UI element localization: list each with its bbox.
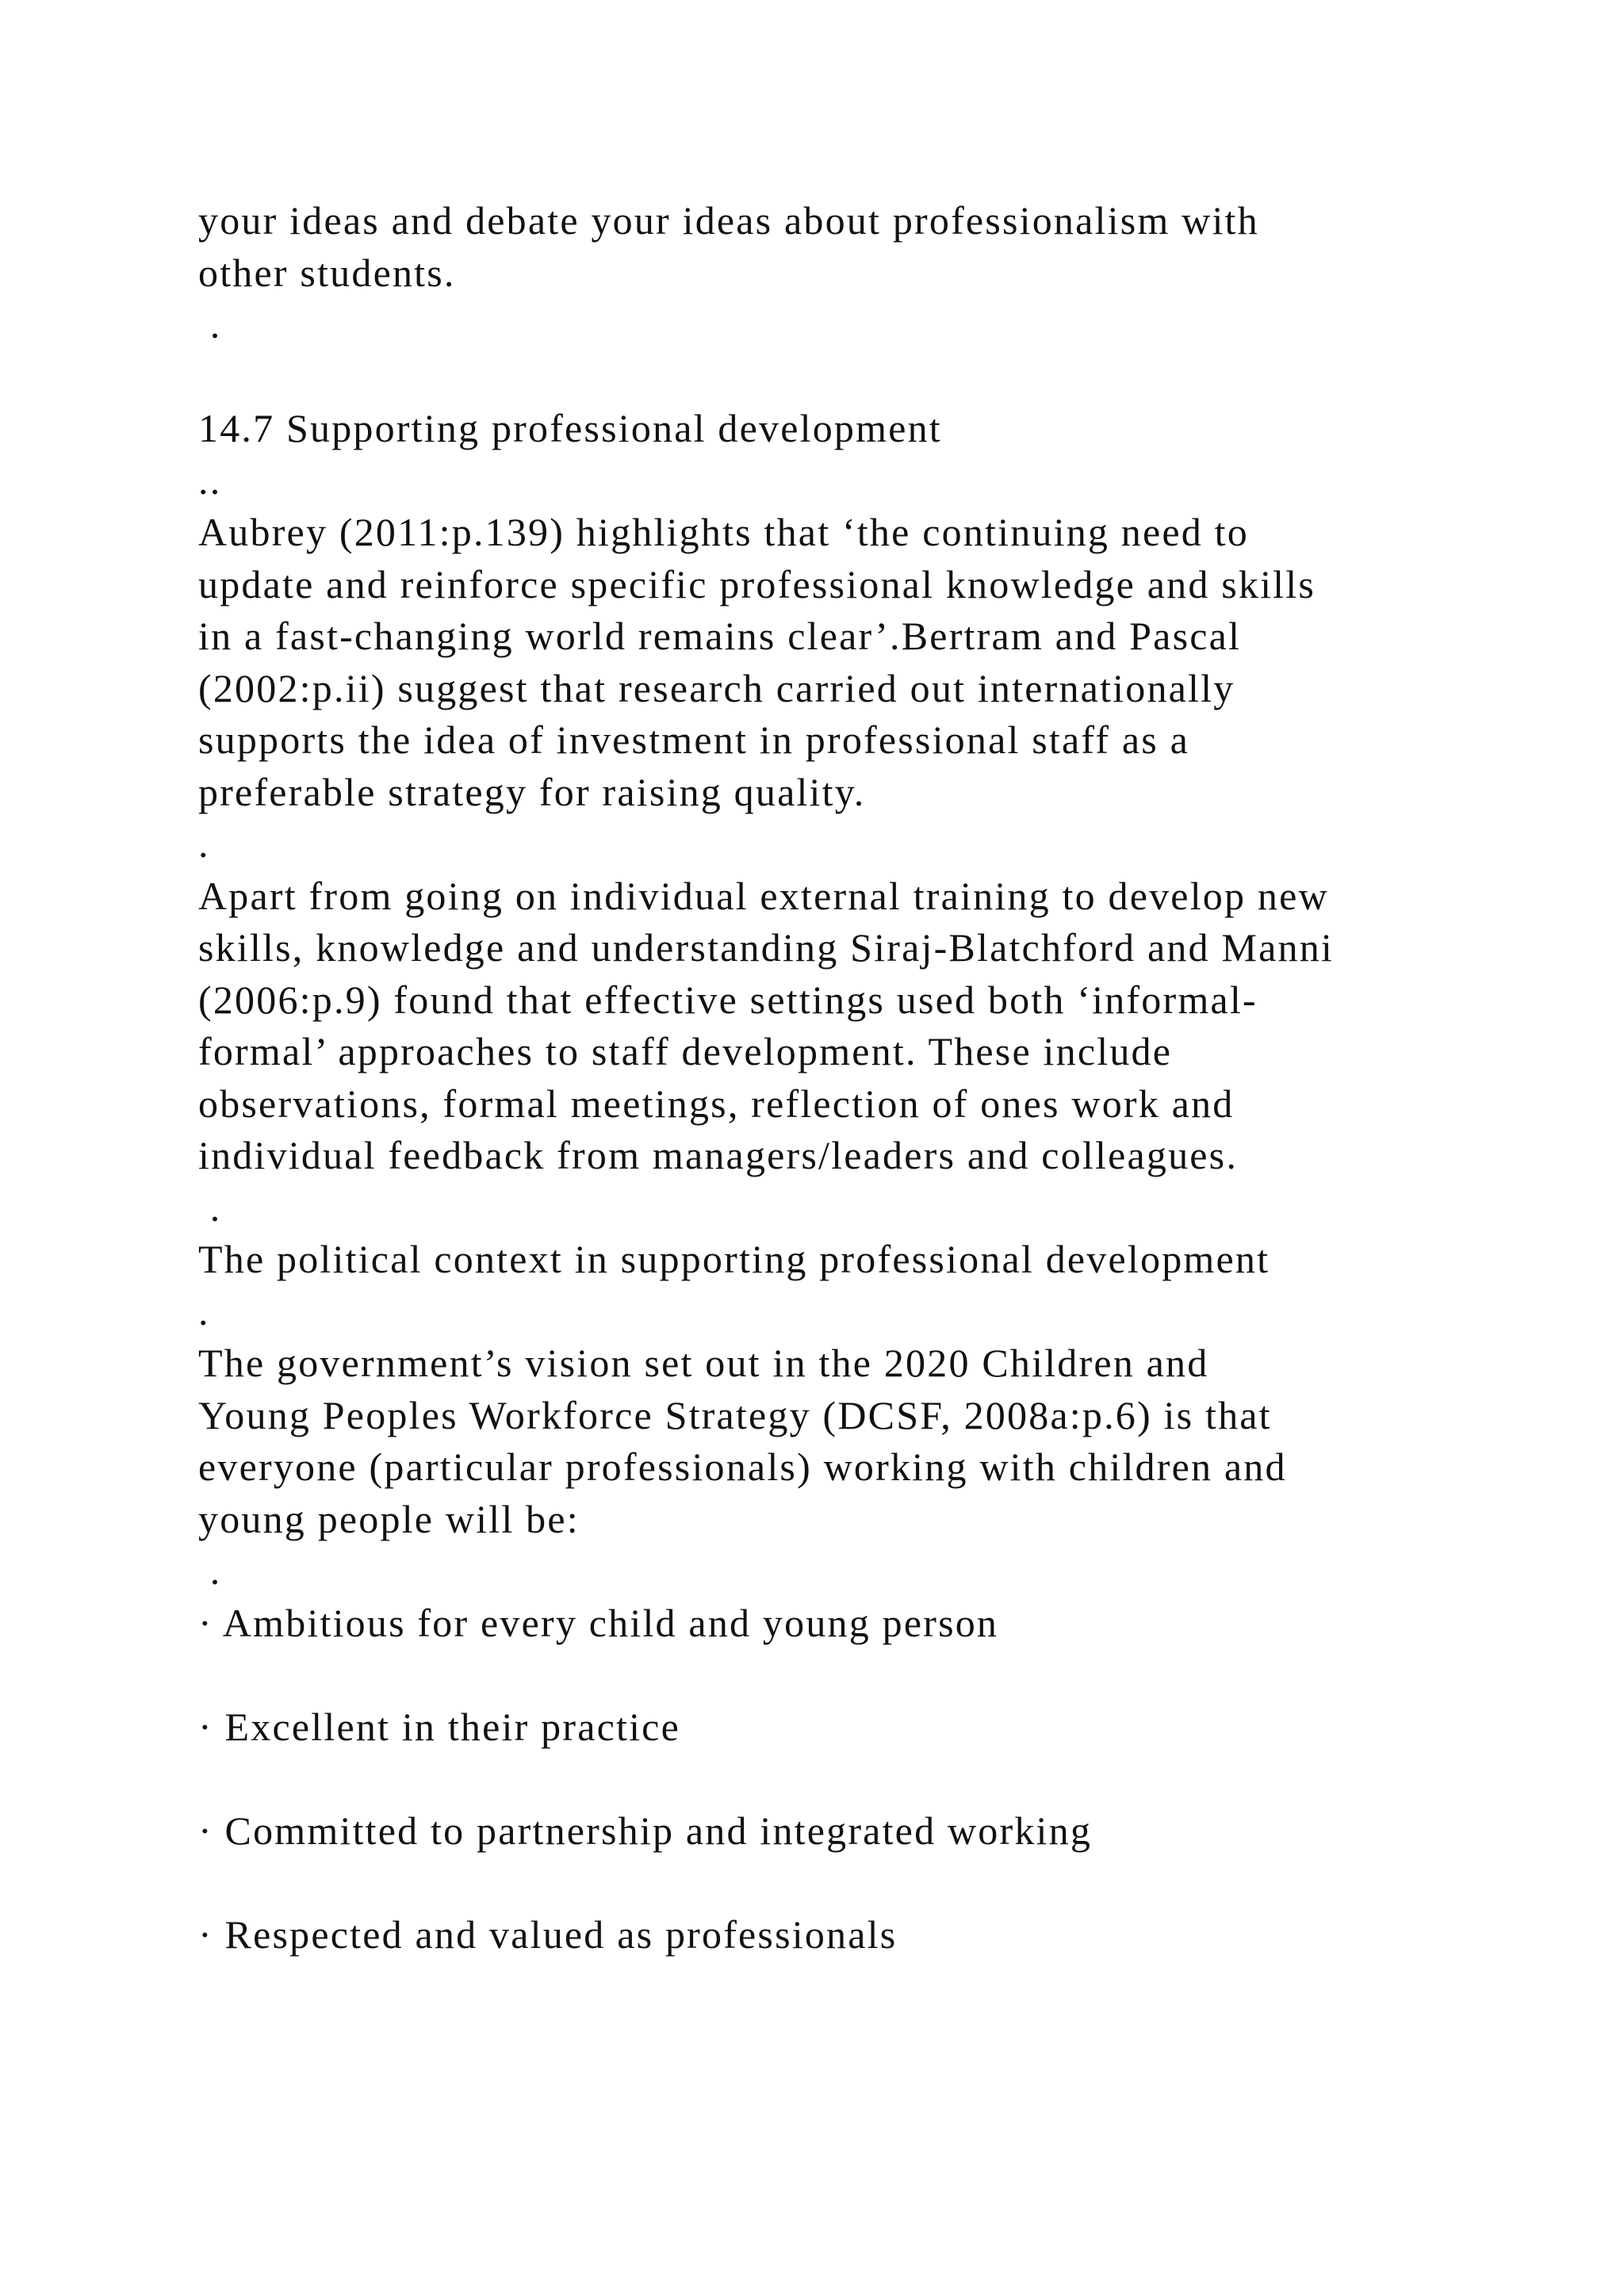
bullet-item: · Ambitious for every child and young person — [198, 1600, 999, 1645]
bullet-item: · Excellent in their practice — [198, 1704, 680, 1749]
text-line: observations, formal meetings, reflection of ones work and — [198, 1081, 1235, 1126]
text-line: Aubrey (2011:p.139) highlights that ‘the continuing need to — [198, 510, 1249, 554]
bullet-item: · Committed to partnership and integrated working — [198, 1808, 1093, 1853]
text-line: in a fast-changing world remains clear’.Bertram and Pascal — [198, 614, 1242, 658]
text-line: (2002:p.ii) suggest that research carried out internationally — [198, 665, 1235, 710]
text-line: other students. — [198, 250, 456, 295]
section-heading: 14.7 Supporting professional development — [198, 406, 942, 450]
subsection-heading: The political context in supporting professional development — [198, 1237, 1270, 1281]
text-line: preferable strategy for raising quality. — [198, 769, 866, 814]
text-line — [198, 351, 1546, 404]
text-line — [198, 1753, 1546, 1805]
text-line: update and reinforce specific professional knowledge and skills — [198, 561, 1316, 607]
text-line: skills, knowledge and understanding Siraj-Blatchford and Manni — [198, 925, 1334, 970]
text-line: . — [198, 302, 222, 346]
text-line: Apart from going on individual external training to develop new — [198, 873, 1329, 918]
text-line — [198, 1649, 1546, 1701]
text-line — [198, 1857, 1546, 1909]
text-line: your ideas and debate your ideas about professionalism with — [198, 198, 1259, 243]
text-line: .. — [198, 457, 222, 503]
text-line: supports the idea of investment in professional staff as a — [198, 718, 1190, 762]
text-line: Young Peoples Workforce Strategy (DCSF, 2008a:p.6) is that — [198, 1392, 1272, 1437]
text-line: young people will be: — [198, 1496, 580, 1541]
bullet-item: · Respected and valued as professionals — [198, 1911, 898, 1957]
text-line: . — [198, 821, 210, 866]
text-line: formal’ approaches to staff development. These include — [198, 1029, 1173, 1073]
text-line: . — [198, 1184, 222, 1230]
text-line: . — [198, 1548, 222, 1593]
text-line: The government’s vision set out in the 2020 Children and — [198, 1341, 1209, 1385]
document-body — [198, 195, 1546, 1961]
text-line: (2006:p.9) found that effective settings used both ‘informal- — [198, 977, 1258, 1022]
text-line: . — [198, 1288, 210, 1334]
text-line: everyone (particular professionals) working with children and — [198, 1445, 1287, 1489]
text-line: individual feedback from managers/leaders and colleagues. — [198, 1133, 1239, 1177]
